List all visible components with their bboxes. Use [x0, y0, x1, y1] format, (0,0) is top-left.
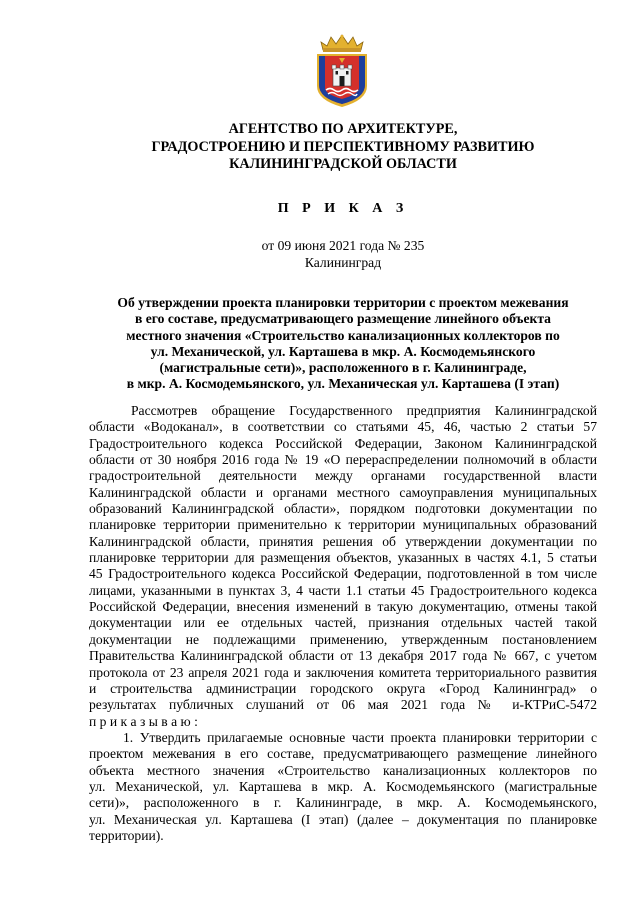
document-date-number: от 09 июня 2021 года № 235 — [261, 238, 425, 253]
preamble-line: лицами, указанными в пунктах 3, 4 части 1.1 статьи 45 Градостроительного кодекса — [89, 582, 597, 598]
agency-name — [80, 121, 606, 174]
preamble-line: планировке территории применительно к территории муниципальных образований — [89, 517, 597, 533]
preamble-line: 45 Градостроительного кодекса Российской Федерации, подготовленной в том числе — [89, 566, 597, 582]
agency-line: АГЕНТСТВО ПО АРХИТЕКТУРЕ, — [228, 121, 458, 137]
document-type-heading: П Р И К А З — [277, 201, 409, 216]
title-line: в мкр. А. Космодемьянского, ул. Механическая ул. Карташева (I этап) — [126, 376, 560, 392]
item-1-line: объекта местного значения «Строительство канализационных коллекторов по — [89, 762, 597, 778]
order-word: п р и к а з ы в а ю : — [89, 713, 198, 729]
preamble-line: результатах публичных слушаний от 06 мая 2021 года № и-КТРиС-5472 — [89, 697, 597, 713]
preamble-line: Правительства Калининградской области от 13 декабря 2017 года № 667, с учетом — [89, 648, 597, 664]
preamble-line: протокола от 23 апреля 2021 года и заключения комитета территориального развития — [89, 664, 597, 680]
preamble-line: градостроительной деятельности между органами государственной власти — [89, 468, 597, 484]
title-line: местного значения «Строительство канализационных коллекторов по — [126, 327, 560, 343]
preamble-line: документации или ее отдельных частей, признания отдельных частей такой — [89, 615, 597, 631]
document-date-block — [80, 237, 606, 271]
preamble-line: и строительства администрации городского округа «Город Калининград» о — [89, 680, 597, 696]
document-body — [89, 403, 597, 844]
document-city: Калининград — [304, 255, 382, 270]
agency-line: ГРАДОСТРОЕНИЮ И ПЕРСПЕКТИВНОМУ РАЗВИТИЮ — [151, 138, 535, 155]
preamble-line: документации не подлежащими применению, утвержденным постановлением — [89, 631, 597, 647]
agency-line: КАЛИНИНГРАДСКОЙ ОБЛАСТИ — [229, 156, 457, 172]
item-1-line: сети)», расположенного в г. Калининграде, в мкр. А. Космодемьянского, — [89, 795, 597, 811]
item-1-line: территории). — [89, 827, 164, 843]
title-line: (магистральные сети)», расположенного в г. Калининграде, — [159, 360, 527, 376]
preamble-line: образований Калининградской области», порядком подготовки документации по — [89, 501, 597, 517]
item-1-line: ул. Механическая ул. Карташева (I этап) (далее – документация по планировке — [89, 811, 597, 827]
item-1-line: ул. Механической, ул. Карташева в мкр. А. Космодемьянского (магистральные — [89, 778, 597, 794]
preamble-line: планировке территории для размещения объектов, указанных в частях 4.1, 5 статьи — [89, 550, 597, 566]
preamble-line: Градостроительного кодекса Российской Федерации, Законом Калининградской — [89, 435, 597, 451]
preamble-line: Рассмотрев обращение Государственного предприятия Калининградской — [131, 403, 597, 418]
title-line: ул. Механической, ул. Карташева в мкр. А. Космодемьянского — [150, 343, 536, 359]
item-1-line: проектом межевания в его составе, предусматривающего размещение линейного — [89, 746, 597, 762]
title-line: в его составе, предусматривающего размещение линейного объекта — [135, 311, 551, 327]
preamble-line: Российской Федерации, внесения изменений в такую документацию, отмены такой — [89, 599, 597, 615]
preamble-line: области от 30 ноября 2016 года № 19 «О перераспределении полномочий в области — [89, 452, 597, 468]
preamble-line: Калининградской области, принятия решения об утверждении документации по — [89, 533, 597, 549]
preamble-line: Калининградской области и органами местного самоуправления муниципальных — [89, 484, 597, 500]
preamble-line: области «Водоканал», в соответствии со статьями 45, 46, частью 2 статьи 57 — [89, 419, 597, 435]
coat-of-arms-icon — [313, 34, 371, 108]
item-1-line: 1. Утвердить прилагаемые основные части проекта планировки территории с — [123, 729, 597, 745]
document-title — [80, 295, 606, 393]
title-line: Об утверждении проекта планировки территории с проектом межевания — [117, 295, 569, 310]
